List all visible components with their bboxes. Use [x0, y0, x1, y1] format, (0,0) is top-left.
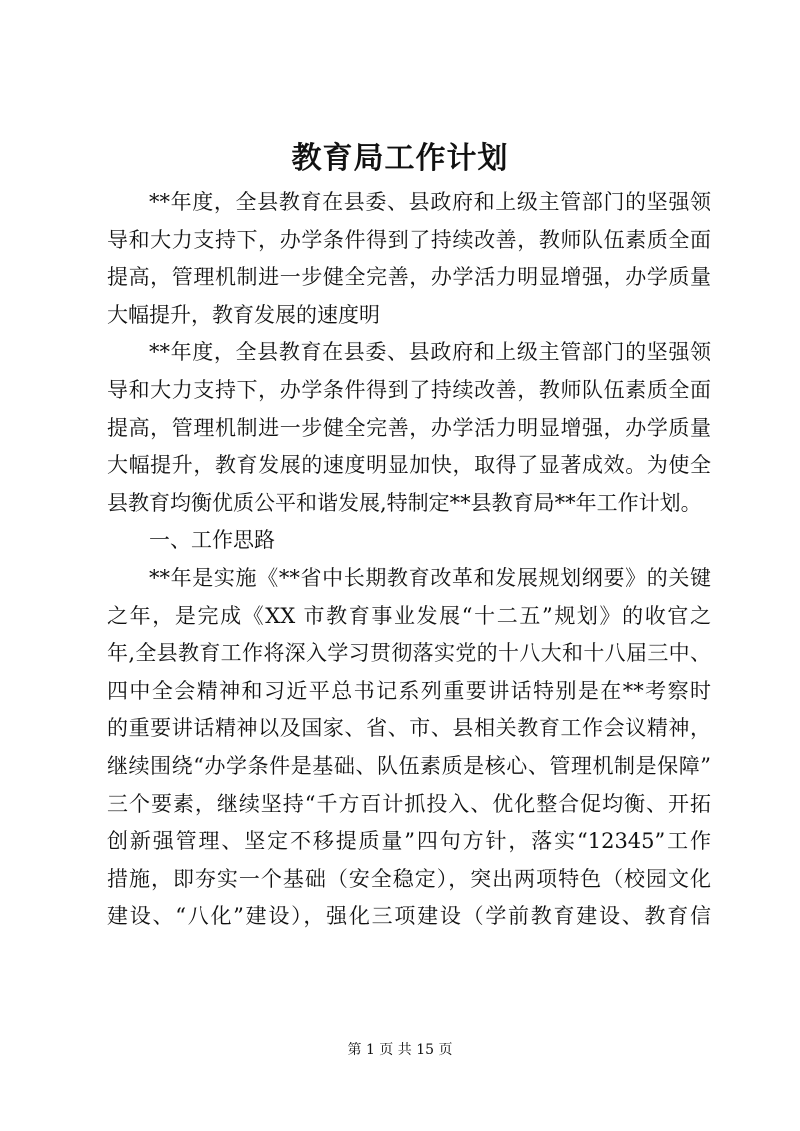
text-line: 建设、“八化”建设），强化三项建设（学前教育建设、教育信	[107, 904, 711, 929]
text-line: **年度，全县教育在县委、县政府和上级主管部门的坚强领	[149, 340, 711, 365]
text-line: 四中全会精神和习近平总书记系列重要讲话特别是在**考察时	[107, 678, 711, 703]
text-line: 提高，管理机制进一步健全完善，办学活力明显增强，办学质量	[107, 265, 711, 290]
text-line: 大幅提升，教育发展的速度明显加快，取得了显著成效。为使全	[107, 453, 711, 478]
text-line: 导和大力支持下，办学条件得到了持续改善，教师队伍素质全面	[107, 377, 711, 402]
text-line: 县教育均衡优质公平和谐发展,特制定**县教育局**年工作计划。	[107, 490, 702, 515]
text-line: 之年，是完成《XX 市教育事业发展“十二五”规划》的收官之	[107, 603, 711, 628]
text-line: 创新强管理、坚定不移提质量”四句方针，落实“12345”工作	[107, 829, 711, 854]
text-line: 一、工作思路	[149, 528, 275, 553]
text-line: 三个要素，继续坚持“千方百计抓投入、优化整合促均衡、开拓	[107, 791, 711, 816]
text-line: 继续围绕“办学条件是基础、队伍素质是核心、管理机制是保障”	[107, 753, 711, 778]
page-footer: 第 1 页 共 15 页	[347, 1042, 453, 1058]
text-line: **年度，全县教育在县委、县政府和上级主管部门的坚强领	[149, 190, 711, 214]
text-line: 年,全县教育工作将深入学习贯彻落实党的十八大和十八届三中、	[107, 641, 711, 666]
text-line: 提高，管理机制进一步健全完善，办学活力明显增强，办学质量	[107, 415, 711, 440]
text-line: 导和大力支持下，办学条件得到了持续改善，教师队伍素质全面	[107, 227, 711, 252]
document-body	[107, 184, 711, 936]
text-line: **年是实施《**省中长期教育改革和发展规划纲要》的关键	[149, 565, 711, 590]
text-line: 大幅提升，教育发展的速度明	[107, 302, 380, 327]
document-title: 教育局工作计划	[291, 141, 509, 176]
text-line: 的重要讲话精神以及国家、省、市、县相关教育工作会议精神，	[107, 716, 711, 741]
text-line: 措施，即夯实一个基础（安全稳定），突出两项特色（校园文化	[107, 866, 711, 891]
